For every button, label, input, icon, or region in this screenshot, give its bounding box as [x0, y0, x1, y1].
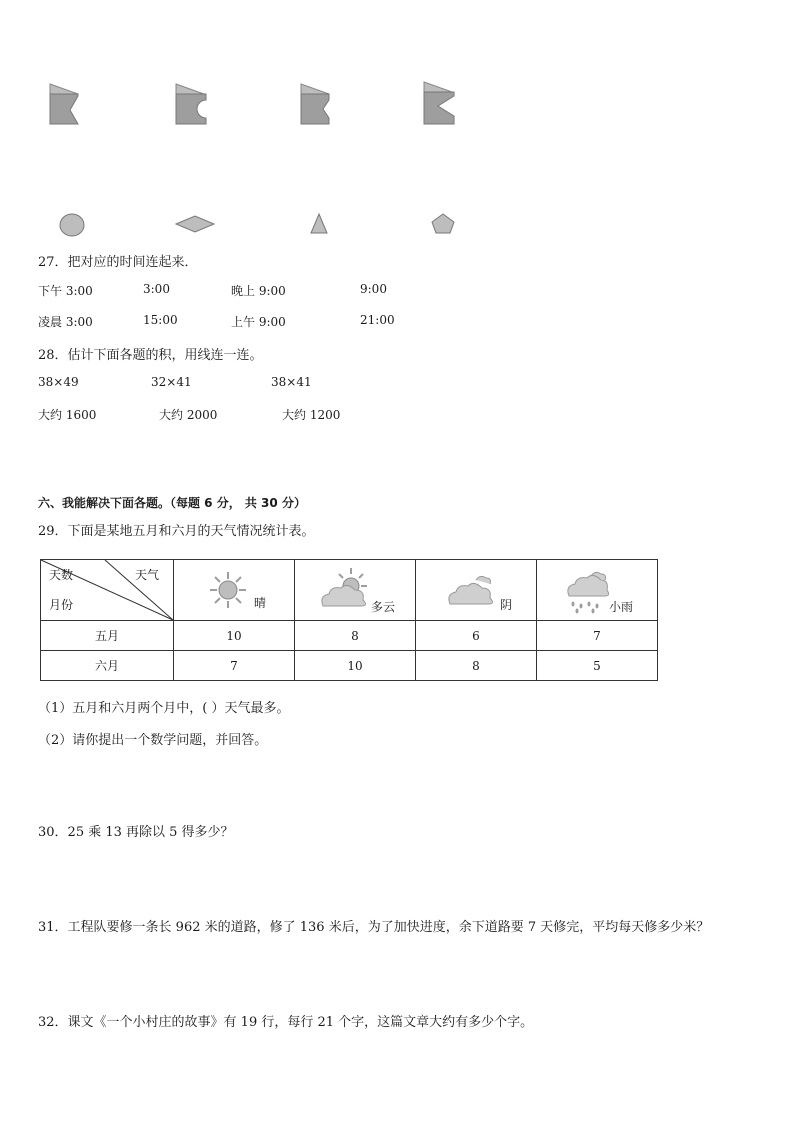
q27-title: 27．把对应的时间连起来．: [38, 255, 198, 270]
q30-text: 30．25 乘 13 再除以 5 得多少？: [38, 825, 234, 840]
cloud-sun-icon: [317, 566, 373, 612]
triangle-shape: [309, 212, 329, 236]
rain-icon: [565, 568, 609, 614]
label-cloudy: 阴: [500, 598, 513, 612]
row-month: 六月: [41, 651, 174, 681]
q27-r2-c4: 21:00: [360, 313, 395, 327]
table-row: [41, 651, 658, 681]
circle-shape: [58, 212, 88, 238]
cell-value: 6: [416, 621, 537, 651]
folded-shape-2: [174, 80, 210, 126]
cell-value: 8: [416, 651, 537, 681]
cloud-icon: [446, 572, 496, 608]
table-diagonal-header: [41, 560, 174, 621]
q28-r1-c2: 32×41: [151, 375, 192, 389]
cell-value: 8: [295, 621, 416, 651]
q29-sub2: （2）请你提出一个数学问题，并回答。: [38, 733, 268, 748]
folded-shape-3: [299, 80, 335, 126]
label-sunny: 晴: [254, 596, 267, 610]
q28-r2-c3: 大约 1200: [282, 408, 341, 422]
diamond-shape: [174, 214, 216, 234]
weather-col-light-rain: [537, 560, 658, 621]
cell-value: 5: [537, 651, 658, 681]
folded-shape-1: [48, 80, 84, 126]
sun-icon: [208, 570, 248, 610]
folded-shape-4: [422, 80, 458, 126]
q28-r2-c1: 大约 1600: [38, 408, 97, 422]
weather-table: [40, 559, 658, 681]
label-light-rain: 小雨: [609, 600, 634, 614]
table-row: [41, 621, 658, 651]
header-days: 天数: [49, 568, 74, 582]
q27-r2-c2: 15:00: [143, 313, 178, 327]
cell-value: 7: [537, 621, 658, 651]
cell-value: 10: [295, 651, 416, 681]
q27-r1-c3: 晚上 9:00: [231, 284, 286, 298]
q32-text: 32．课文《一个小村庄的故事》有 19 行，每行 21 个字，这篇文章大约有多少个字。: [38, 1015, 534, 1030]
q28-r1-c1: 38×49: [38, 375, 79, 389]
weather-col-partly-cloudy: [295, 560, 416, 621]
q31-text: 31．工程队要修一条长 962 米的道路，修了 136 米后，为了加快进度，余下道路要 7 天修完，平均每天修多少米？: [38, 920, 710, 935]
header-weather: 天气: [135, 568, 160, 582]
q28-r1-c3: 38×41: [271, 375, 312, 389]
weather-col-cloudy: [416, 560, 537, 621]
q28-r2-c2: 大约 2000: [159, 408, 218, 422]
label-partly-cloudy: 多云: [371, 600, 396, 614]
q29-sub1: （1）五月和六月两个月中，( ）天气最多。: [38, 701, 290, 716]
q28-title: 28．估计下面各题的积，用线连一连。: [38, 348, 263, 363]
row-month: 五月: [41, 621, 174, 651]
q27-r2-c3: 上午 9:00: [231, 315, 286, 329]
weather-col-sunny: [174, 560, 295, 621]
section-6-title: 六、我能解决下面各题。（每题 6 分， 共 30 分）: [38, 496, 306, 510]
cell-value: 7: [174, 651, 295, 681]
q27-r1-c1: 下午 3:00: [38, 284, 93, 298]
cell-value: 10: [174, 621, 295, 651]
q27-r1-c4: 9:00: [360, 282, 387, 296]
q27-r2-c1: 凌晨 3:00: [38, 315, 93, 329]
pentagon-shape: [429, 212, 457, 236]
q29-title: 29．下面是某地五月和六月的天气情况统计表。: [38, 524, 315, 539]
q27-r1-c2: 3:00: [143, 282, 170, 296]
header-month: 月份: [49, 598, 74, 612]
